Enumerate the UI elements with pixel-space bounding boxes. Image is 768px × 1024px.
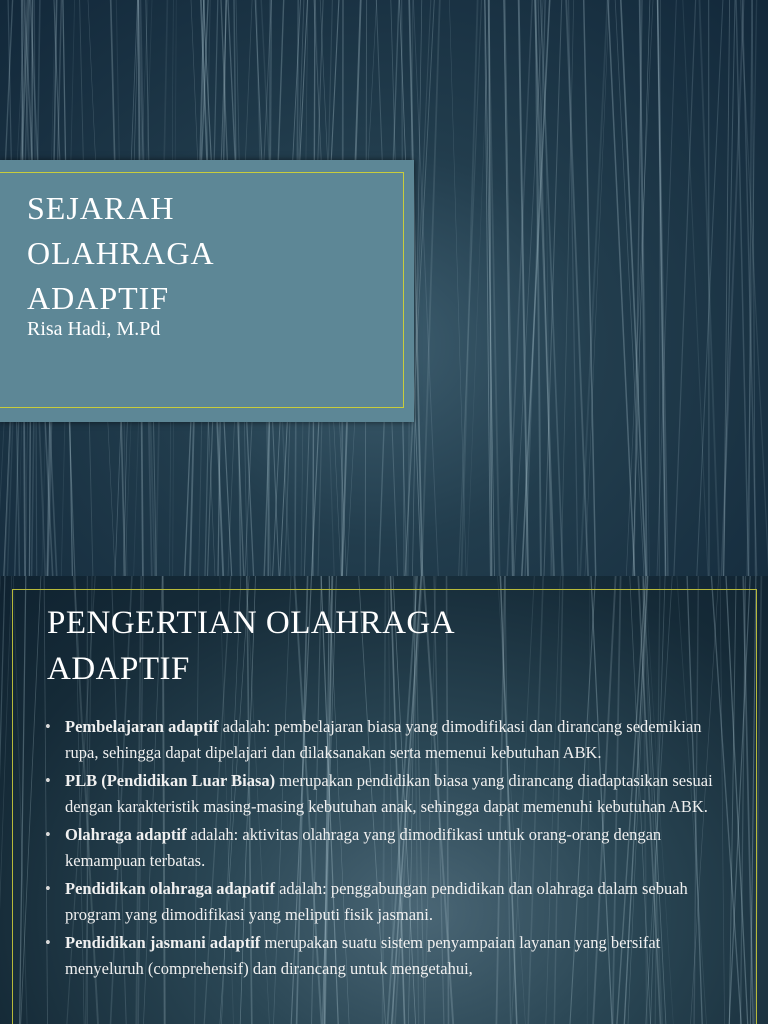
background-streak: [621, 0, 646, 576]
bullet-icon: •: [45, 879, 51, 898]
list-item-term: PLB (Pendidikan Luar Biasa): [65, 771, 276, 790]
background-streak: [736, 0, 748, 576]
background-streak: [422, 0, 440, 576]
title-line-2: OLAHRAGA: [27, 235, 215, 271]
list-item-text: adalah: aktivitas olahraga yang dimodifikasi untuk orang-orang dengan kemampuan terbatas.: [65, 825, 662, 870]
list-item-text: merupakan suatu sistem penyampaian layanan yang bersifat menyeluruh (comprehensif) dan dirancang untuk mengetahui,: [65, 933, 661, 978]
slide-subtitle-author: Risa Hadi, M.Pd: [27, 318, 161, 340]
title-line-3: ADAPTIF: [27, 280, 170, 316]
list-item: [45, 714, 735, 766]
background-streak: [674, 0, 696, 576]
list-item-term: Pendidikan olahraga adapatif: [65, 879, 275, 898]
list-item-text: adalah: penggabungan pendidikan dan olahraga dalam sebuah program yang dimodifikasi yang meliputi fisik jasmani.: [65, 879, 688, 924]
title-line-1: SEJARAH: [27, 190, 175, 226]
background-streak: [640, 0, 647, 576]
bullet-icon: •: [45, 933, 51, 952]
background-streak: [0, 576, 12, 1024]
background-streak: [683, 0, 708, 576]
background-streak: [449, 0, 466, 576]
bullet-icon: •: [45, 825, 51, 844]
background-streak: [608, 0, 635, 576]
bullet-icon: •: [45, 771, 51, 790]
list-item: [45, 822, 735, 874]
background-streak: [0, 576, 1, 1024]
background-streak: [697, 0, 723, 576]
content-heading: [47, 600, 727, 692]
list-item: [45, 876, 735, 928]
heading-line-1: PENGERTIAN OLAHRAGA: [47, 605, 456, 641]
list-item-text: adalah: pembelajaran biasa yang dimodifikasi dan dirancang sedemikian rupa, sehingga dapat dipelajari dan dilaksanakan serta memenui kebutuhan ABK.: [65, 717, 702, 762]
list-item-term: Pendidikan jasmani adaptif: [65, 933, 261, 952]
content-slide: [0, 576, 768, 1024]
background-streak: [585, 0, 609, 576]
background-streak: [505, 0, 514, 576]
background-streak: [0, 576, 5, 1024]
slide-title: [27, 186, 387, 321]
heading-line-2: ADAPTIF: [47, 651, 190, 687]
background-streak: [561, 0, 574, 576]
list-item: [45, 930, 735, 982]
list-item-text: merupakan pendidikan biasa yang dirancang diadaptasikan sesuai dengan karakteristik masing-masing kebutuhan anak, sehingga dapat memenuhi kebutuhan ABK.: [65, 771, 713, 816]
list-item-term: Pembelajaran adaptif: [65, 717, 219, 736]
bullet-icon: •: [45, 717, 51, 736]
background-streak: [722, 0, 744, 576]
background-streak: [504, 0, 513, 576]
definition-list: [45, 714, 735, 984]
list-item: [45, 768, 735, 820]
list-item-term: Olahraga adaptif: [65, 825, 187, 844]
